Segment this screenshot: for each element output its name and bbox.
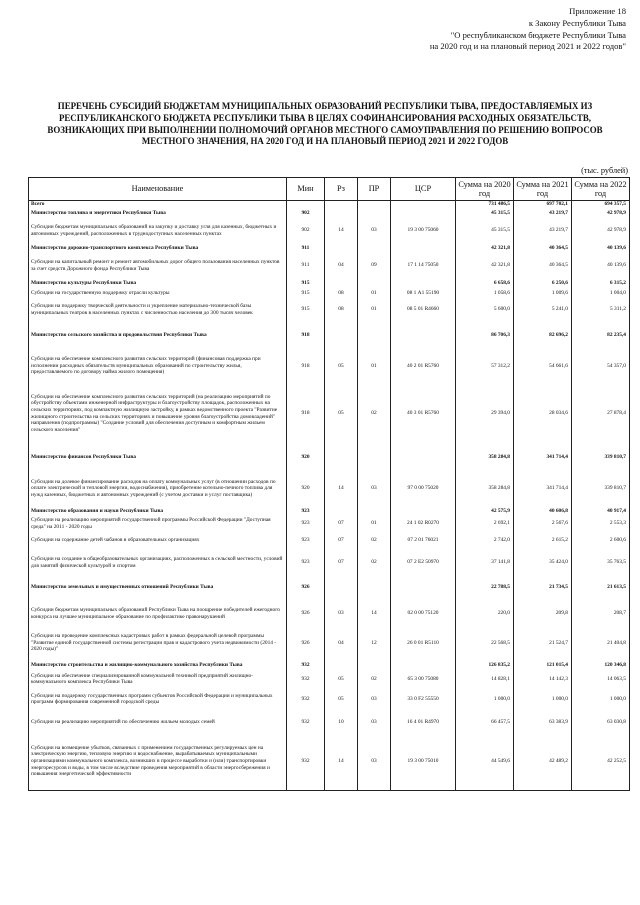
header-rz: Рз — [325, 178, 358, 201]
cell-y2022: 21 613,5 — [572, 575, 630, 601]
cell-csr: 16 4 01 R4970 — [391, 712, 456, 733]
cell-y2021: 1 000,0 — [514, 687, 572, 712]
cell-pr: 01 — [358, 517, 391, 531]
cell-y2020: 37 141,8 — [456, 551, 514, 575]
cell-pr — [358, 322, 391, 349]
cell-min: 926 — [287, 627, 325, 660]
cell-y2020: 29 394,0 — [456, 384, 514, 444]
cell-csr — [391, 243, 456, 254]
cell-name: Субсидии на создание в общеобразовательных организациях, расположенных в сельской местности, условий для занятий физической культурой и спортом — [29, 551, 287, 575]
table-row-section — [29, 660, 630, 672]
cell-y2021: 40 606,8 — [514, 506, 572, 517]
table-row-section — [29, 243, 630, 254]
cell-min: 920 — [287, 444, 325, 472]
cell-y2022: 27 878,4 — [572, 384, 630, 444]
cell-min: 932 — [287, 712, 325, 733]
cell-csr — [391, 208, 456, 219]
appendix-number: Приложение 18 — [569, 6, 626, 16]
cell-min: 932 — [287, 672, 325, 687]
cell-name: Субсидии на обеспечение комплексного развития сельских территорий (на реализацию мероприятий по обустройству объектами инженерной инфраструктуры и благоустройству площадок, расположенных на сельских территориях, под компактную жилищную застройку, в рамках ведомственного проекта "Развитие жилищного строительства на сельских территориях и повышение уровня благоустройства домовладений" направления (подпрограммы) "Создание условий для обеспечения доступным и комфортным жильем сельского населения" — [29, 384, 287, 444]
cell-rz: 05 — [325, 687, 358, 712]
header-2020: Сумма на 2020 год — [456, 178, 514, 201]
cell-name: Субсидии бюджетам муниципальных образований Республики Тыва на поощрение победителей ежегодного конкурса на лучшее муниципальное образование по профилактике правонарушений — [29, 601, 287, 627]
cell-min: 932 — [287, 733, 325, 791]
cell-csr: 08 5 01 R4660 — [391, 298, 456, 322]
cell-rz: 05 — [325, 672, 358, 687]
subsidies-table — [28, 177, 630, 791]
header-2022: Сумма на 2022 год — [572, 178, 630, 201]
cell-rz: 08 — [325, 298, 358, 322]
cell-csr: 07 2 Е2 50970 — [391, 551, 456, 575]
table-row — [29, 517, 630, 531]
cell-csr: 65 3 00 75080 — [391, 672, 456, 687]
cell-pr — [358, 278, 391, 289]
cell-y2022: 339 810,7 — [572, 444, 630, 472]
cell-y2020: 2 692,1 — [456, 517, 514, 531]
cell-rz: 14 — [325, 733, 358, 791]
cell-y2021: 40 364,5 — [514, 254, 572, 278]
cell-min: 902 — [287, 219, 325, 243]
cell-pr — [358, 243, 391, 254]
cell-name: Субсидии на проведение комплексных кадастровых работ в рамках федеральной целевой программы "Развитие единой государственной системы регистрации прав и кадастрового учета недвижимости (2014 - 2020 годы)" — [29, 627, 287, 660]
cell-y2020: 14 828,1 — [456, 672, 514, 687]
cell-csr — [391, 444, 456, 472]
cell-y2022: 208,7 — [572, 601, 630, 627]
cell-y2020: 358 284,8 — [456, 472, 514, 506]
cell-rz: 03 — [325, 601, 358, 627]
cell-pr: 01 — [358, 349, 391, 384]
cell-min: 923 — [287, 517, 325, 531]
cell-pr — [358, 660, 391, 672]
cell-y2022: 694 357,5 — [572, 201, 630, 208]
appendix-law-title: "О республиканском бюджете Республики Тыва — [450, 29, 626, 40]
cell-pr — [358, 201, 391, 208]
cell-min: 915 — [287, 289, 325, 298]
cell-rz — [325, 660, 358, 672]
cell-y2022: 6 315,2 — [572, 278, 630, 289]
cell-min — [287, 201, 325, 208]
table-row-section — [29, 575, 630, 601]
header-min: Мин — [287, 178, 325, 201]
cell-y2021: 21 734,5 — [514, 575, 572, 601]
cell-y2020: 5 600,0 — [456, 298, 514, 322]
cell-y2020: 42 321,8 — [456, 254, 514, 278]
cell-y2022: 14 063,5 — [572, 672, 630, 687]
cell-name: Субсидии на обеспечение комплексного развития сельских территорий (финансовая поддержка при исполнении расходных обязательств муниципальных образований по строительству жилья, предоставляемого по договору найма жилого помещения) — [29, 349, 287, 384]
cell-csr: 24 1 02 R0270 — [391, 517, 456, 531]
cell-name: Субсидии на капитальный ремонт и ремонт автомобильных дорог общего пользования населенных пунктов за счет средств Дорожного фонда Республики Тыва — [29, 254, 287, 278]
cell-y2020: 22 568,5 — [456, 627, 514, 660]
cell-rz: 14 — [325, 219, 358, 243]
table-row — [29, 254, 630, 278]
cell-y2021: 28 034,6 — [514, 384, 572, 444]
document-title: ПЕРЕЧЕНЬ СУБСИДИЙ БЮДЖЕТАМ МУНИЦИПАЛЬНЫХ ОБРАЗОВАНИЙ РЕСПУБЛИКИ ТЫВА, ПРЕДОСТАВЛЯЕМЫХ ИЗ РЕСПУБЛИКАНСКОГО БЮДЖЕТА РЕСПУБЛИКИ ТЫВА В ЦЕЛЯХ СОФИНАНСИРОВАНИЯ РАСХОДНЫХ ОБЯЗАТЕЛЬСТВ, ВОЗНИКАЮЩИХ ПРИ ВЫПОЛНЕНИИ ПОЛНОМОЧИЙ ОРГАНОВ МЕСТНОГО САМОУПРАВЛЕНИЯ ПО РЕШЕНИЮ ВОПРОСОВ МЕСТНОГО ЗНАЧЕНИЯ, НА 2020 ГОД И НА ПЛАНОВЫЙ ПЕРИОД 2021 И 2022 ГОДОВ — [47, 101, 603, 147]
cell-csr: 19 3 00 75010 — [391, 733, 456, 791]
cell-y2021: 21 524,7 — [514, 627, 572, 660]
cell-rz: 04 — [325, 254, 358, 278]
cell-pr: 03 — [358, 733, 391, 791]
cell-rz — [325, 208, 358, 219]
table-row — [29, 672, 630, 687]
cell-y2021: 121 015,4 — [514, 660, 572, 672]
cell-pr — [358, 575, 391, 601]
cell-pr: 09 — [358, 254, 391, 278]
cell-rz: 10 — [325, 712, 358, 733]
cell-y2020: 731 486,5 — [456, 201, 514, 208]
table-row-section — [29, 444, 630, 472]
cell-y2020: 42 575,9 — [456, 506, 514, 517]
cell-y2022: 54 357,0 — [572, 349, 630, 384]
cell-pr: 01 — [358, 298, 391, 322]
cell-csr — [391, 575, 456, 601]
cell-rz — [325, 506, 358, 517]
cell-rz: 07 — [325, 517, 358, 531]
appendix-law-period: на 2020 год и на плановый период 2021 и 2022 годов" — [429, 41, 626, 52]
table-row-section — [29, 278, 630, 289]
cell-y2021: 43 219,7 — [514, 219, 572, 243]
cell-y2022: 339 810,7 — [572, 472, 630, 506]
cell-y2021: 341 714,4 — [514, 472, 572, 506]
cell-pr: 03 — [358, 712, 391, 733]
cell-min: 915 — [287, 278, 325, 289]
cell-pr: 03 — [358, 687, 391, 712]
cell-rz: 04 — [325, 627, 358, 660]
cell-csr — [391, 201, 456, 208]
cell-pr: 02 — [358, 531, 391, 551]
cell-y2020: 2 742,0 — [456, 531, 514, 551]
cell-name: Субсидии на долевое финансирование расходов на оплату коммунальных услуг (в отношении расходов по оплате электрической и тепловой энергии, водоснабжения), приобретение котельно-печного топлива для нужд казенных, бюджетных и автономных учреждений (с учетом доставки и услуг поставщика) — [29, 472, 287, 506]
cell-pr — [358, 208, 391, 219]
cell-csr: 33 0 F2 55550 — [391, 687, 456, 712]
table-row — [29, 384, 630, 444]
cell-rz — [325, 444, 358, 472]
table-header-row — [29, 178, 630, 201]
cell-min: 932 — [287, 660, 325, 672]
cell-y2021: 63 383,9 — [514, 712, 572, 733]
cell-y2022: 2 553,3 — [572, 517, 630, 531]
cell-rz — [325, 575, 358, 601]
cell-min: 932 — [287, 687, 325, 712]
cell-csr — [391, 506, 456, 517]
cell-pr: 12 — [358, 627, 391, 660]
header-name: Наименование — [29, 178, 287, 201]
cell-rz — [325, 278, 358, 289]
cell-pr: 01 — [358, 289, 391, 298]
cell-min: 923 — [287, 551, 325, 575]
table-row-section — [29, 506, 630, 517]
cell-rz: 08 — [325, 289, 358, 298]
appendix-block — [366, 6, 626, 53]
cell-y2022: 82 235,4 — [572, 322, 630, 349]
cell-rz — [325, 243, 358, 254]
cell-y2020: 57 312,2 — [456, 349, 514, 384]
table-row — [29, 551, 630, 575]
cell-y2021: 6 250,6 — [514, 278, 572, 289]
cell-csr: 26 0 01 R5110 — [391, 627, 456, 660]
cell-rz: 05 — [325, 384, 358, 444]
cell-csr — [391, 278, 456, 289]
cell-name: Субсидии на реализацию мероприятий по обеспечению жильем молодых семей — [29, 712, 287, 733]
cell-y2021: 2 567,6 — [514, 517, 572, 531]
cell-rz — [325, 201, 358, 208]
cell-name: Министерство сельского хозяйства и продовольствия Республики Тыва — [29, 322, 287, 349]
cell-rz: 07 — [325, 531, 358, 551]
table-row — [29, 712, 630, 733]
table-row — [29, 687, 630, 712]
cell-min: 923 — [287, 531, 325, 551]
cell-csr: 07 2 01 76021 — [391, 531, 456, 551]
cell-name: Субсидии на поддержку государственных программ субъектов Российской Федерации и муниципальных программ формирования современной городской среды — [29, 687, 287, 712]
cell-y2021: 341 714,4 — [514, 444, 572, 472]
cell-min: 902 — [287, 208, 325, 219]
cell-pr: 02 — [358, 672, 391, 687]
cell-y2020: 126 835,2 — [456, 660, 514, 672]
table-row — [29, 531, 630, 551]
cell-y2020: 220,0 — [456, 601, 514, 627]
cell-name: Министерство культуры Республики Тыва — [29, 278, 287, 289]
cell-y2020: 1 000,0 — [456, 687, 514, 712]
cell-name: Субсидии на реализацию мероприятий государственной программы Российской Федерации "Доступная среда" на 2011 - 2020 годы — [29, 517, 287, 531]
cell-csr: 17 1 14 75050 — [391, 254, 456, 278]
cell-y2022: 42 978,9 — [572, 208, 630, 219]
cell-y2021: 1 009,6 — [514, 289, 572, 298]
cell-y2021: 54 661,6 — [514, 349, 572, 384]
cell-csr: 40 3 01 R5760 — [391, 384, 456, 444]
table-row-section — [29, 208, 630, 219]
table-row — [29, 298, 630, 322]
cell-name: Министерство дорожно-транспортного комплекса Республики Тыва — [29, 243, 287, 254]
cell-name: Министерство строительства и жилищно-коммунального хозяйства Республики Тыва — [29, 660, 287, 672]
cell-y2021: 35 424,0 — [514, 551, 572, 575]
table-row — [29, 289, 630, 298]
cell-min: 918 — [287, 349, 325, 384]
table-row — [29, 733, 630, 791]
units-label: (тыс. рублей) — [581, 166, 628, 175]
cell-name: Всего — [29, 201, 287, 208]
cell-name: Министерство топлива и энергетики Республики Тыва — [29, 208, 287, 219]
cell-y2022: 40 917,4 — [572, 506, 630, 517]
cell-y2021: 42 489,2 — [514, 733, 572, 791]
cell-y2021: 40 364,5 — [514, 243, 572, 254]
cell-y2020: 42 321,8 — [456, 243, 514, 254]
cell-y2021: 14 142,3 — [514, 672, 572, 687]
cell-min: 918 — [287, 322, 325, 349]
cell-name: Министерство земельных и имущественных отношений Республики Тыва — [29, 575, 287, 601]
cell-pr: 02 — [358, 384, 391, 444]
cell-pr — [358, 444, 391, 472]
cell-y2021: 697 702,1 — [514, 201, 572, 208]
cell-y2022: 120 346,8 — [572, 660, 630, 672]
cell-y2021: 2 615,2 — [514, 531, 572, 551]
cell-csr: 19 3 00 75060 — [391, 219, 456, 243]
cell-y2021: 209,8 — [514, 601, 572, 627]
cell-pr: 02 — [358, 551, 391, 575]
cell-y2021: 82 696,2 — [514, 322, 572, 349]
header-pr: ПР — [358, 178, 391, 201]
cell-name: Субсидии на поддержку творческой деятельности и укрепление материально-технической базы муниципальных театров в населенных пунктах с численностью населения до 300 тысяч человек — [29, 298, 287, 322]
table-row — [29, 601, 630, 627]
table-row — [29, 219, 630, 243]
table-row-section — [29, 201, 630, 208]
cell-min: 918 — [287, 384, 325, 444]
cell-y2022: 40 139,6 — [572, 243, 630, 254]
table-row — [29, 349, 630, 384]
cell-csr: 40 2 01 R5760 — [391, 349, 456, 384]
cell-y2020: 45 315,5 — [456, 219, 514, 243]
table-body — [29, 201, 630, 791]
cell-rz: 05 — [325, 349, 358, 384]
header-2021: Сумма на 2021 год — [514, 178, 572, 201]
cell-min: 926 — [287, 575, 325, 601]
cell-y2022: 1 004,0 — [572, 289, 630, 298]
cell-y2022: 63 030,8 — [572, 712, 630, 733]
cell-csr — [391, 322, 456, 349]
cell-pr — [358, 506, 391, 517]
cell-rz: 07 — [325, 551, 358, 575]
cell-csr — [391, 660, 456, 672]
cell-y2022: 35 763,5 — [572, 551, 630, 575]
cell-pr: 03 — [358, 219, 391, 243]
header-csr: ЦСР — [391, 178, 456, 201]
cell-y2022: 42 978,9 — [572, 219, 630, 243]
cell-y2020: 6 658,6 — [456, 278, 514, 289]
table-row-section — [29, 322, 630, 349]
cell-name: Субсидии бюджетам муниципальных образований на закупку и доставку угля для казенных, бюджетных и автономных учреждений, расположенных в труднодоступных населенных пунктах — [29, 219, 287, 243]
cell-name: Субсидии на содержание детей чабанов в образовательных организациях — [29, 531, 287, 551]
cell-rz — [325, 322, 358, 349]
cell-min: 911 — [287, 243, 325, 254]
cell-y2020: 66 457,5 — [456, 712, 514, 733]
cell-name: Субсидии на обеспечение специализированной коммунальной техникой предприятий жилищно-коммунального комплекса Республики Тыва — [29, 672, 287, 687]
cell-y2020: 44 549,6 — [456, 733, 514, 791]
cell-name: Субсидии на возмещение убытков, связанных с применением государственных регулируемых цен на электрическую энергию, тепловую энергию и водоснабжение, вырабатываемых муниципальными организациями коммунального комплекса, возникших в процессе выработки и (или) транспортировки энергоресурсов и воды, в том числе вследствие проведения мероприятий в области энергосбережения и повышения энергетической эффективности — [29, 733, 287, 791]
cell-min: 926 — [287, 601, 325, 627]
cell-csr: 02 0 00 75120 — [391, 601, 456, 627]
cell-y2022: 42 252,5 — [572, 733, 630, 791]
cell-csr: 08 1 А1 55190 — [391, 289, 456, 298]
cell-y2021: 43 219,7 — [514, 208, 572, 219]
cell-y2020: 86 706,3 — [456, 322, 514, 349]
cell-y2020: 1 058,6 — [456, 289, 514, 298]
cell-y2020: 22 788,5 — [456, 575, 514, 601]
table-row — [29, 472, 630, 506]
cell-y2022: 40 139,6 — [572, 254, 630, 278]
cell-y2020: 358 284,8 — [456, 444, 514, 472]
cell-y2022: 1 000,0 — [572, 687, 630, 712]
cell-pr: 03 — [358, 472, 391, 506]
table-row — [29, 627, 630, 660]
cell-name: Субсидии на государственную поддержку отрасли культуры — [29, 289, 287, 298]
cell-name: Министерство образования и науки Республики Тыва — [29, 506, 287, 517]
cell-y2021: 5 241,0 — [514, 298, 572, 322]
cell-min: 915 — [287, 298, 325, 322]
cell-y2022: 2 600,6 — [572, 531, 630, 551]
cell-y2022: 5 311,2 — [572, 298, 630, 322]
cell-min: 923 — [287, 506, 325, 517]
cell-name: Министерство финансов Республики Тыва — [29, 444, 287, 472]
cell-min: 911 — [287, 254, 325, 278]
cell-y2020: 45 315,5 — [456, 208, 514, 219]
cell-rz: 14 — [325, 472, 358, 506]
cell-min: 920 — [287, 472, 325, 506]
cell-csr: 97 0 00 75020 — [391, 472, 456, 506]
cell-y2022: 21 404,8 — [572, 627, 630, 660]
cell-pr: 14 — [358, 601, 391, 627]
appendix-law: к Закону Республики Тыва — [528, 17, 626, 28]
